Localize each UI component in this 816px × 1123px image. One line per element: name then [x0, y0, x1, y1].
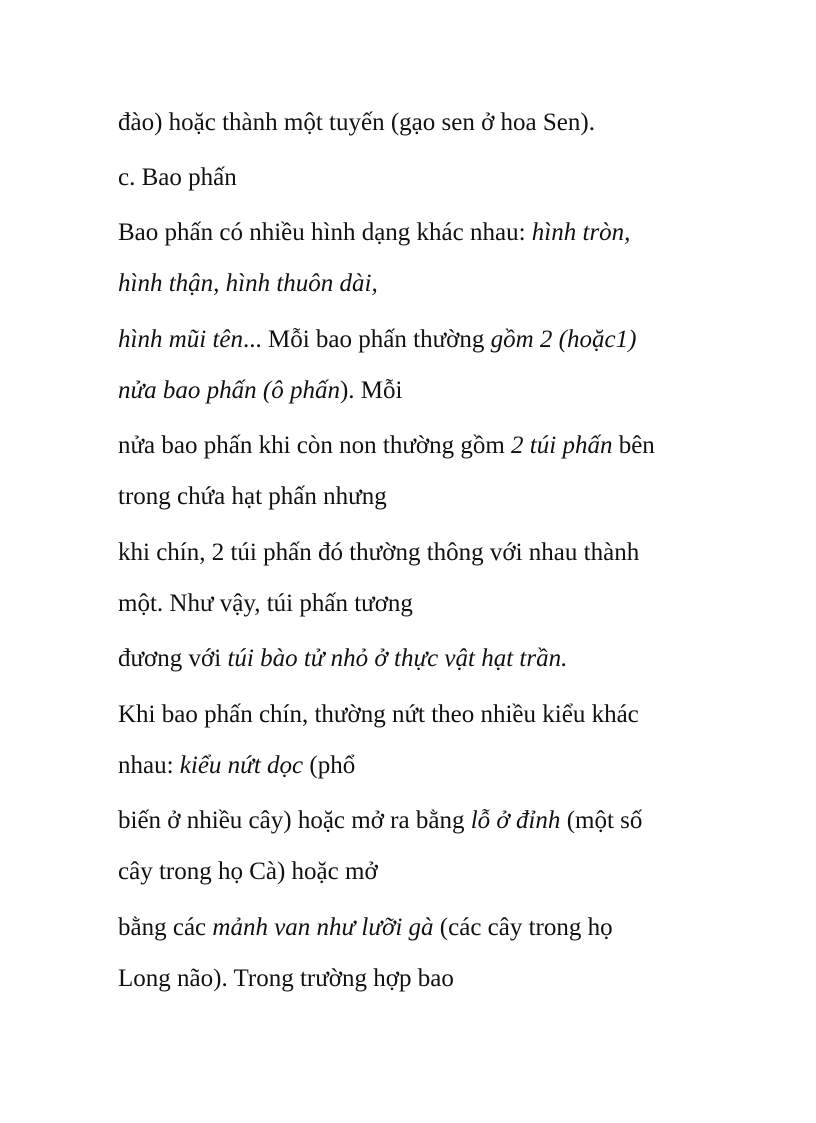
text-line: trong chứa hạt phấn nhưng [118, 483, 387, 510]
text-line: biến ở nhiều cây) hoặc mở ra bằng lỗ ở đỉnh (một số [118, 807, 643, 834]
text-line: nhau: kiểu nứt dọc (phổ [118, 752, 356, 779]
text-line: một. Như vậy, túi phấn tương [118, 590, 413, 617]
text-line: nửa bao phấn khi còn non thường gồm 2 túi phấn bên [118, 432, 655, 459]
text-line: đương với túi bào tử nhỏ ở thực vật hạt trần. [118, 645, 568, 672]
text-line: khi chín, 2 túi phấn đó thường thông với nhau thành [118, 539, 640, 566]
text-line: nửa bao phấn (ô phấn). Mỗi [118, 377, 403, 404]
text-line: Bao phấn có nhiều hình dạng khác nhau: hình tròn, [118, 219, 631, 246]
text-line: Khi bao phấn chín, thường nứt theo nhiều kiểu khác [118, 701, 639, 728]
text-line: hình thận, hình thuôn dài, [118, 270, 378, 297]
text-line: đào) hoặc thành một tuyến (gạo sen ở hoa Sen). [118, 109, 595, 136]
section-heading: c. Bao phấn [118, 164, 237, 191]
text-line: cây trong họ Cà) hoặc mở [118, 858, 378, 885]
text-line: bằng các mảnh van như lưỡi gà (các cây trong họ [118, 914, 613, 941]
text-line: Long não). Trong trường hợp bao [118, 965, 454, 992]
text-line: hình mũi tên... Mỗi bao phấn thường gồm 2 (hoặc1) [118, 326, 637, 353]
